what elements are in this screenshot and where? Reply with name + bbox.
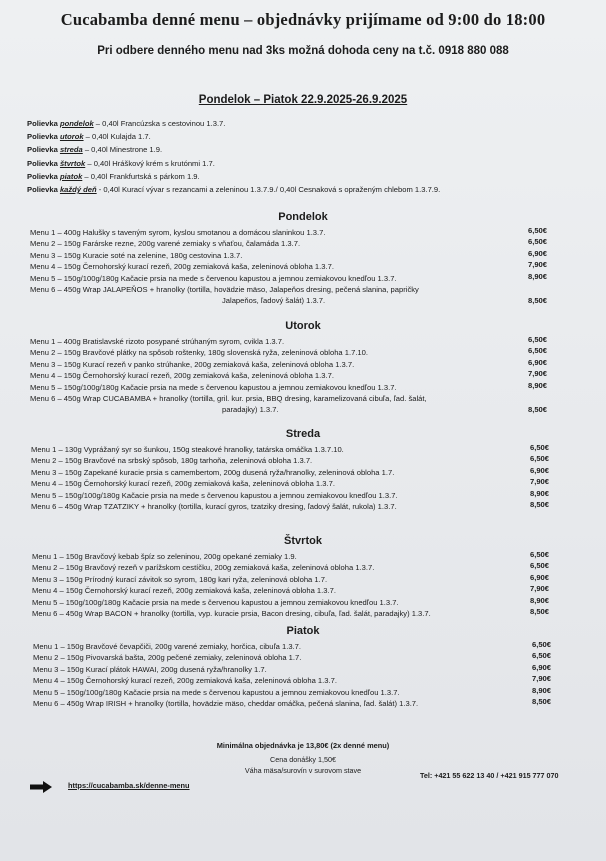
menu-item-price: 6,90€	[530, 572, 550, 582]
menu-item	[0, 455, 606, 466]
menu-item-text: Menu 2 – 150g Bravčové na srbský spôsob, 180g tarhoňa, zeleninová obloha 1.3.7.	[31, 456, 313, 466]
menu-item	[0, 490, 606, 501]
menu-item	[0, 608, 606, 619]
menu-item-price: 6,50€	[530, 550, 550, 559]
soup-text: – 0,40l Frankfurtská s párkom 1.9.	[82, 171, 200, 181]
menu-item	[0, 284, 606, 307]
menu-item-text: Menu 2 – 150g Bravčové plátky na spôsob roštenky, 180g slovenská ryža, zeleninová obloha 1.7.10.	[30, 348, 368, 358]
menu-item-text: Menu 6 – 450g Wrap TZATZIKY + hranolky (tortilla, kurací gyros, tzatziky dresing, ľadový šalát, rukola) 1.3.7.	[31, 501, 397, 511]
soup-prefix: Polievka	[27, 132, 60, 142]
menu-item	[0, 478, 606, 489]
soup-prefix: Polievka	[27, 171, 60, 181]
menu-item-text: Menu 3 – 150g Kurací plátok HAWAI, 200g dusená ryža/hranolky 1.7.	[33, 664, 267, 674]
menu-item-price: 8,90€	[530, 488, 550, 498]
soup-prefix: Polievka	[27, 158, 60, 168]
menu-item-price: 8,50€	[532, 696, 552, 706]
menu-item-price: 8,50€	[528, 296, 548, 306]
menu-item-price: 6,50€	[532, 640, 552, 649]
menu-item	[0, 675, 606, 686]
soup-text: – 0,40l Kulajda 1.7.	[83, 132, 151, 142]
page-title: Cucabamba denné menu – objednávky prijímame od 9:00 do 18:00	[60, 10, 546, 29]
menu-item-price: 7,90€	[528, 260, 548, 270]
menu-item-text: Menu 3 – 150g Kuracie soté na zelenine, 180g cestovina 1.3.7.	[30, 250, 243, 260]
menu-item-price: 8,50€	[530, 606, 550, 616]
soup-day: každý deň	[59, 185, 97, 195]
menu-item	[0, 250, 606, 261]
minimum-order-note: Minimálna objednávka je 13,80€ (2x denné menu)	[216, 741, 390, 750]
soup-row	[27, 170, 597, 183]
menu-item-text: Menu 4 – 150g Černohorský kurací rezeň, 200g zemiaková kaša, zeleninová obloha 1.3.7.	[30, 371, 334, 381]
menu-item-text-continued: paradajky) 1.3.7.	[222, 405, 279, 415]
day-section	[0, 211, 606, 307]
weight-note: Váha mäsa/surovín v surovom stave	[244, 766, 362, 775]
menu-item-price: 6,90€	[532, 662, 552, 672]
menu-item	[0, 273, 606, 284]
menu-item-price: 6,90€	[528, 357, 548, 367]
menu-item-text: Menu 1 – 400g Bratislavské rizoto posypané strúhaným syrom, cvikla 1.3.7.	[30, 337, 285, 346]
menu-item-price: 6,50€	[528, 346, 548, 356]
soup-row	[27, 183, 597, 196]
menu-item	[0, 347, 606, 358]
menu-item-price: 6,50€	[532, 651, 552, 661]
menu-item	[0, 687, 606, 698]
menu-item	[0, 370, 606, 381]
menu-item	[0, 664, 606, 675]
menu-item-text: Menu 3 – 150g Prírodný kurací závitok so syrom, 180g kari ryža, zeleninová obloha 1.7.	[32, 574, 328, 584]
soup-day: pondelok	[59, 119, 94, 128]
menu-item-text: Menu 5 – 150g/100g/180g Kačacie prsia na mede s červenou kapustou a jemnou zemiakovou knedľou 1.3.7.	[31, 490, 398, 500]
menu-item	[0, 238, 606, 249]
menu-item-text: Menu 3 – 150g Zapekané kuracie prsia s camembertom, 200g dusená ryža/hranolky, zeleninová obloha 1.7.	[31, 467, 395, 477]
menu-item	[0, 261, 606, 272]
menu-item-price: 8,90€	[532, 685, 552, 695]
soup-text: – 0,40l Hráškový krém s krutónmi 1.7.	[85, 158, 215, 168]
menu-item-price: 6,50€	[528, 237, 548, 247]
menu-item-text: Menu 6 – 450g Wrap IRISH + hranolky (tortilla, hovädzie mäso, cheddar omáčka, pečená slanina, ľad. šalát) 1.3.7.	[33, 698, 419, 708]
day-section	[0, 625, 606, 709]
menu-item	[0, 382, 606, 393]
menu-item-text: Menu 2 – 150g Pivovarská bašta, 200g pečené zemiaky, zeleninová obloha 1.7.	[33, 653, 302, 663]
menu-item	[0, 562, 606, 573]
menu-item-text: Menu 1 – 150g Bravčové čevapčiči, 200g varené zemiaky, horčica, cibuľa 1.3.7.	[33, 642, 302, 651]
menu-item-price: 6,90€	[530, 465, 550, 475]
week-title: Pondelok – Piatok 22.9.2025-26.9.2025	[198, 94, 408, 106]
soup-day: streda	[59, 145, 83, 155]
soup-row	[27, 130, 597, 143]
menu-item-price: 8,90€	[530, 595, 550, 605]
menu-item	[0, 501, 606, 512]
menu-item-price: 6,50€	[528, 226, 548, 235]
day-heading: Štvrtok	[284, 535, 322, 547]
phone-contact: Tel: +421 55 622 13 40 / +421 915 777 070	[420, 771, 559, 780]
menu-item	[0, 393, 606, 416]
day-heading: Streda	[285, 428, 321, 440]
right-arrow-icon	[30, 781, 52, 793]
menu-item	[0, 597, 606, 608]
menu-item-price: 8,50€	[528, 405, 548, 415]
menu-item-price: 7,90€	[530, 584, 550, 594]
menu-item-text: Menu 5 – 150g/100g/180g Kačacie prsia na mede s červenou kapustou a jemnou zemiakovou knedľou 1.3.7.	[30, 273, 397, 283]
menu-item-price: 8,50€	[530, 499, 550, 509]
soup-prefix: Polievka	[27, 185, 60, 195]
day-heading: Piatok	[286, 625, 320, 637]
menu-item-price: 6,90€	[528, 248, 548, 258]
menu-item	[0, 652, 606, 663]
soup-text: – 0,40l Francúzska s cestovinou 1.3.7.	[93, 119, 226, 128]
soup-row	[27, 143, 597, 156]
menu-item-text: Menu 6 – 450g Wrap CUCABAMBA + hranolky (tortilla, gril. kur. prsia, BBQ dresing, karamelizovaná cibuľa, ľad. šalát,	[30, 393, 427, 403]
soup-list	[27, 117, 597, 196]
menu-item-text: Menu 6 – 450g Wrap JALAPEŇOS + hranolky (tortilla, hovädzie mäso, Jalapeňos dresing, pečená slanina, papričky	[30, 284, 419, 294]
day-heading: Pondelok	[278, 211, 328, 223]
menu-item-price: 8,90€	[528, 271, 548, 281]
menu-item-text-continued: Jalapeňos, ľadový šalát) 1.3.7.	[222, 296, 326, 306]
menu-item	[0, 336, 606, 347]
day-section	[0, 428, 606, 512]
menu-item	[0, 641, 606, 652]
soup-prefix: Polievka	[27, 119, 60, 128]
menu-item-text: Menu 4 – 150g Černohorský kurací rezeň, 200g zemiaková kaša, zeleninová obloha 1.3.7.	[33, 676, 337, 686]
menu-item-text: Menu 5 – 150g/100g/180g Kačacie prsia na mede s červenou kapustou a jemnou zemiakovou knedľou 1.3.7.	[30, 382, 397, 392]
menu-item-price: 6,50€	[530, 443, 550, 452]
page-subtitle: Pri odbere denného menu nad 3ks možná dohoda ceny na t.č. 0918 880 088	[97, 45, 509, 57]
menu-item	[0, 227, 606, 238]
delivery-price-note: Cena donášky 1,50€	[270, 755, 336, 764]
menu-item-text: Menu 5 – 150g/100g/180g Kačacie prsia na mede s červenou kapustou a jemnou zemiakovou knedľou 1.3.7.	[33, 687, 400, 697]
menu-item	[0, 574, 606, 585]
menu-item	[0, 551, 606, 562]
menu-item-price: 7,90€	[530, 477, 550, 487]
menu-item-price: 7,90€	[528, 369, 548, 379]
menu-item-text: Menu 2 – 150g Farárske rezne, 200g varené zemiaky s vňaťou, čalamáda 1.3.7.	[30, 239, 301, 249]
day-section	[0, 320, 606, 416]
menu-item	[0, 698, 606, 709]
soup-day: piatok	[59, 171, 83, 181]
menu-item-price: 6,50€	[530, 454, 550, 464]
day-heading: Utorok	[285, 320, 321, 332]
menu-item-text: Menu 3 – 150g Kurací rezeň v panko strúhanke, 200g zemiaková kaša, zeleninová obloha 1.3.7.	[30, 359, 355, 369]
soup-text: - 0,40l Kurací vývar s rezancami a zeleninou 1.3.7.9./ 0,40l Cesnaková s opraženým chlebom 1.3.7.9.	[96, 185, 441, 195]
soup-row	[27, 157, 597, 170]
menu-item-text: Menu 4 – 150g Černohorský kurací rezeň, 200g zemiaková kaša, zeleninová obloha 1.3.7.	[30, 262, 334, 272]
menu-item-text: Menu 6 – 450g Wrap BACON + hranolky (tortilla, vyp. kuracie prsia, Bacon dresing, cibuľa, ľad. šalát, paradajky) 1.3.7.	[32, 608, 431, 618]
menu-item-text: Menu 1 – 130g Vyprážaný syr so šunkou, 150g steakové hranolky, tatárska omáčka 1.3.7.10.	[31, 445, 344, 454]
menu-item	[0, 585, 606, 596]
menu-item	[0, 467, 606, 478]
menu-item-price: 7,90€	[532, 674, 552, 684]
menu-item	[0, 444, 606, 455]
menu-item-text: Menu 2 – 150g Bravčový rezeň v parížskom cestíčku, 200g zemiaková kaša, zeleninová obloha 1.3.7.	[32, 563, 375, 573]
menu-item-text: Menu 4 – 150g Černohorský kurací rezeň, 200g zemiaková kaša, zeleninová obloha 1.3.7.	[31, 479, 335, 489]
menu-link[interactable]: https://cucabamba.sk/denne-menu	[68, 781, 190, 790]
menu-item-price: 6,50€	[528, 335, 548, 344]
soup-prefix: Polievka	[27, 145, 60, 155]
menu-item-price: 8,90€	[528, 380, 548, 390]
menu-item	[0, 359, 606, 370]
menu-item-text: Menu 4 – 150g Černohorský kurací rezeň, 200g zemiaková kaša, zeleninová obloha 1.3.7.	[32, 586, 336, 596]
soup-day: štvrtok	[59, 158, 86, 168]
menu-item-text: Menu 1 – 150g Bravčový kebab špíz so zeleninou, 200g opekané zemiaky 1.9.	[32, 552, 297, 561]
menu-item-price: 6,50€	[530, 561, 550, 571]
day-section	[0, 535, 606, 619]
menu-item-text: Menu 5 – 150g/100g/180g Kačacie prsia na mede s červenou kapustou a jemnou zemiakovou knedľou 1.3.7.	[32, 597, 399, 607]
soup-text: – 0,40l Minestrone 1.9.	[82, 145, 163, 155]
soup-day: utorok	[59, 132, 84, 142]
menu-item-text: Menu 1 – 400g Halušky s taveným syrom, kyslou smotanou a domácou slaninkou 1.3.7.	[30, 228, 326, 237]
soup-row	[27, 117, 597, 130]
